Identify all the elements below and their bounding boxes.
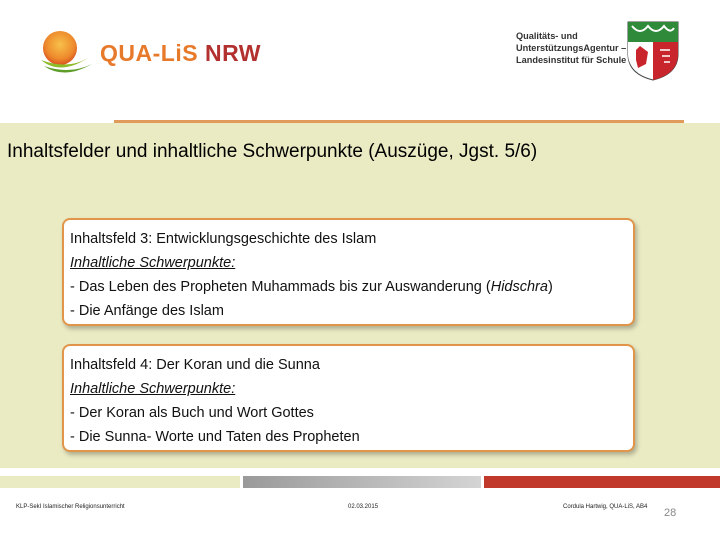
page-number: 28	[664, 507, 677, 519]
box-list-item	[70, 401, 633, 425]
brand-part-1: QUA-LiS	[100, 40, 205, 66]
institute-name	[516, 30, 626, 66]
item-suffix: )	[547, 279, 553, 295]
item-italic-text: Hidschra	[490, 279, 548, 295]
content-box-inhaltsfeld-3	[62, 218, 635, 326]
box-list-item	[70, 275, 633, 299]
content-box-inhaltsfeld-4	[62, 344, 635, 452]
slide-title: Inhaltsfelder und inhaltliche Schwerpunkte (Auszüge, Jgst. 5/6)	[7, 141, 538, 162]
footer-bar-left	[0, 476, 240, 488]
institute-line: UnterstützungsAgentur –	[516, 43, 627, 53]
footer-bar-right	[484, 476, 720, 488]
box-subheading: Inhaltliche Schwerpunkte:	[70, 381, 236, 397]
item-text: - Der Koran als Buch und Wort Gottes	[70, 405, 314, 421]
institute-line: Landesinstitut für Schule	[516, 55, 627, 65]
box-heading: Inhaltsfeld 4: Der Koran und die Sunna	[70, 357, 320, 373]
box-list-item	[70, 425, 633, 449]
brand-part-2: NRW	[204, 40, 261, 66]
slide-header	[0, 0, 720, 122]
item-text: - Die Sunna- Worte und Taten des Propheten	[70, 429, 360, 445]
box-list-item	[70, 299, 633, 323]
footer-author: Cordula Hartwig, QUA-LiS, AB4	[563, 504, 648, 510]
nrw-coat-of-arms-icon	[626, 20, 680, 82]
brand-wordmark	[100, 40, 261, 67]
box-subheading: Inhaltliche Schwerpunkte:	[70, 255, 236, 271]
footer-bar-center	[243, 476, 481, 488]
footer-course-label: KLP-SekI Islamischer Religionsunterricht	[16, 504, 125, 510]
box-heading: Inhaltsfeld 3: Entwicklungsgeschichte des Islam	[70, 231, 377, 247]
item-text: - Das Leben des Propheten Muhammads bis zur Auswanderung (	[70, 279, 491, 295]
institute-line: Qualitäts- und	[516, 31, 578, 41]
item-text: - Die Anfänge des Islam	[70, 303, 224, 319]
footer-date: 02.03.2015	[348, 504, 379, 510]
